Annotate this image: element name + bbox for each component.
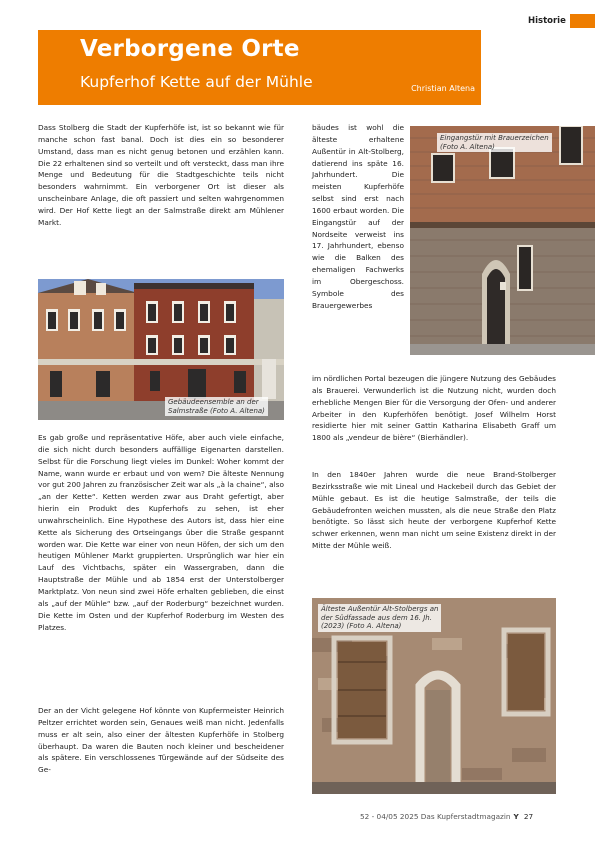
caption-wall-line1: Älteste Außentür Alt-Stolbergs an	[321, 605, 439, 613]
caption-door-line1: Eingangstür mit Brauerzeichen	[440, 134, 549, 142]
magazine-logo-icon: Y	[513, 812, 519, 821]
article-title: Verborgene Orte	[80, 36, 300, 62]
paragraph-brewery: im nördlichen Portal bezeugen die jüngere Nutzung des Gebäudes als Brauerei. Verwunderlich ist die Nutzung nicht, wurden doch erhebliche Mengen Bier für die Versorgung der Ofen- und anderer Arbeiter in den Kupferhöfen benötigt. Josef Wilhelm Horst residierte hier mit seiner Gattin Katharina Elisabeth Graff um 1800 als „vendeur de bière“ (Bierhändler).	[312, 374, 556, 443]
title-banner	[38, 30, 481, 105]
section-label: Historie	[528, 16, 566, 26]
footer-issue: 52 - 04/05 2025 Das Kupferstadtmagazin	[360, 812, 511, 821]
paragraph-salmstrasse: In den 1840er Jahren wurde die neue Brand-Stolberger Bezirksstraße wie mit Lineal und Hackebeil durch das Gebiet der Mühle gebaut. Es ist die heutige Salmstraße, der teils die Gebäudefronten weichen mussten, als die neue Straße den Platz benötigte. So lässt sich heute der verborgene Kupferhof Kette schwer erkennen, wenn man nicht um seine Existenz direkt in der Mitte der Mühle weiß.	[312, 470, 556, 551]
paragraph-peltzer: Der an der Vicht gelegene Hof könnte von Kupfermeister Heinrich Peltzer errichtet worden sein, Genaues weiß man nicht. Jedenfalls muss er alt sein, also einer der ältesten Kupferhöfe in Stolberg überhaupt. Da waren die Bauten noch kleiner und bescheidener als spätere. Ein verschlossenes Türgewände auf der Südseite des Ge-	[38, 706, 284, 775]
section-accent-bar	[570, 14, 595, 28]
caption-building-line2: Salmstraße (Foto A. Altena)	[168, 406, 265, 415]
article-subtitle: Kupferhof Kette auf der Mühle	[80, 73, 313, 91]
page-number: 27	[523, 812, 534, 821]
photo-entrance-door	[410, 126, 595, 355]
paragraph-history: Es gab große und repräsentative Höfe, aber auch viele einfache, die sich nicht durch besonders auffällige Eigenarten darstellen. Selbst für die Forschung liegt vieles im Dunkel: Woher kommt der Name, wann wurde er erbaut und von wem? Die älteste Nennung vor gut 200 Jahren zu französischer Zeit war als „à la chaine“, also „an der Kette“. Ketten werden zwar aus Draht gefertigt, aber hierin ein Produkt des Kupferhofs zu sehen, ist eher unwahrscheinlich. Eine Hypothese des Autors ist, dass hier eine Kette als Sicherung des Ortseingangs über die Straße gespannt worden war. Die Kette war einer von neun Höfen, der sich um den heutigen Mühlener Markt gruppierten. Ursprünglich war hier ein Lauf des Vichtbachs, später ein Wassergraben, dann die Hauptstraße der Mühle und ab 1854 erst der Unterstolberger Marktplatz. Von neun sind zwei Höfe erhalten geblieben, die einst als „auf der Mühle“ bzw. „auf der Roderburg“ bezeichnet wurden. Die Kette im Osten und der Kupferhof Roderburg im Westen des Platzes.	[38, 433, 284, 632]
caption-oldest-door	[318, 604, 441, 632]
paragraph-intro: Dass Stolberg die Stadt der Kupferhöfe ist, ist so bekannt wie für manche schon fast banal. Doch ist dies ein so besonderer Umstand, dass man es nicht genug betonen und erzählen kann. Die 22 erhaltenen sind so verteilt und oft versteckt, dass man ihre Menge und Bedeutung für die Stadtgeschichte teils nicht besonders wahrnimmt. Ein verborgener Ort ist dieser als unscheinbare Anlage, die oft passiert und selten wahrgenommen wird. Der Hof Kette liegt an der Salmstraße direkt am Mühlener Markt.	[38, 123, 284, 227]
caption-wall-line3: (2023) (Foto A. Altena)	[321, 622, 402, 631]
caption-building	[165, 397, 268, 416]
caption-door-line2: (Foto A. Altena)	[440, 142, 495, 151]
article-author: Christian Altena	[411, 84, 475, 93]
page-footer	[360, 812, 533, 821]
paragraph-door-narrow: bäudes ist wohl die älteste erhaltene Außentür in Alt-Stolberg, datierend ins späte 16. Jahrhundert. Die meisten Kupferhöfe selbst sind erst nach 1600 erbaut worden. Die Eingangstür auf der Nordseite verweist ins 17. Jahrhundert, ebenso wie die Balken des ehemaligen Fachwerks im Obergeschoss. Symbole des Brauergewerbes	[312, 123, 404, 310]
caption-door	[437, 133, 552, 152]
caption-wall-line2: der Südfassade aus dem 16. Jh.	[321, 613, 432, 622]
caption-building-line1: Gebäudeensemble an der	[168, 398, 259, 406]
